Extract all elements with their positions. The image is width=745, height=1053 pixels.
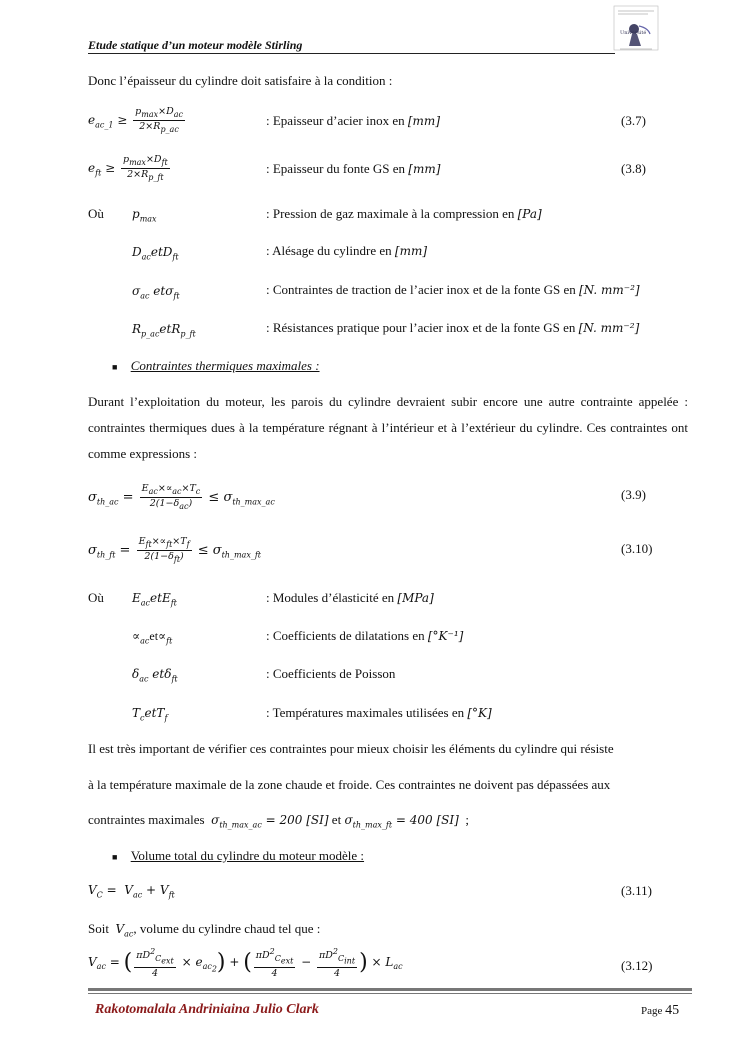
equation-3-7: $e_{ac\_1}$ ≥ $\frac{p_{max}\times D_{ac}}{2\times R_{p\_ac}}$: [88, 106, 183, 134]
bullet-icon: ■: [112, 362, 118, 372]
verify-line-3: contraintes maximales $\sigma_{th\_max\_ac} = 200$ [SI] et $\sigma_{th\_max\_ft} = 400$ [SI] ;: [88, 812, 469, 830]
eq-3-7-description: : Epaisseur d’acier inox en [mm]: [266, 113, 440, 128]
eq-3-10-number: (3.10): [621, 541, 653, 556]
def-temperature: : Températures maximales utilisées en [°K]: [266, 705, 492, 720]
eq-3-7-number: (3.7): [621, 113, 646, 128]
equation-3-8: $e_{ft}$ ≥ $\frac{p_{max}\times D_{ft}}{2\times R_{p\_ft}}$: [88, 154, 168, 182]
footer-rule-thin: [88, 993, 692, 994]
eq-3-8-description: : Epaisseur du fonte GS en [mm]: [266, 161, 441, 176]
eq-3-12-number: (3.12): [621, 958, 653, 973]
symbol-sigma-ac-ft: $\sigma_{ac}$ etσ$_{ft}$: [132, 284, 180, 301]
eq-3-11-number: (3.11): [621, 883, 652, 898]
header-rule: [88, 53, 615, 54]
verify-line-1: Il est très important de vérifier ces contraintes pour mieux choisir les éléments du cylindre qui résiste: [88, 741, 614, 756]
def-resistance: : Résistances pratique pour l’acier inox et de la fonte GS en [N. mm⁻²]: [266, 320, 640, 335]
symbol-dac-dft: $D_{ac}etD_{ft}$: [132, 245, 179, 262]
eq-3-9-number: (3.9): [621, 487, 646, 502]
symbol-pmax: $p_{max}$: [132, 207, 157, 224]
def-elasticity: : Modules d’élasticité en [MPa]: [266, 590, 434, 605]
symbol-e: $E_{ac}etE_{ft}$: [132, 591, 177, 608]
university-logo-icon: [612, 4, 660, 52]
footer-author: Rakotomalala Andriniaina Julio Clark: [95, 1002, 319, 1017]
symbol-alpha: $\propto_{ac}et\propto_{ft}$: [132, 629, 173, 646]
running-header-title: Etude statique d’un moteur modèle Stirling: [88, 38, 303, 52]
intro-text: Donc l’épaisseur du cylindre doit satisfaire à la condition :: [88, 73, 393, 88]
equation-3-11: $V_C = V_{ac} + V_{ft}$: [88, 883, 175, 900]
equation-3-10: $\sigma_{th\_ft}$ = $\frac{E_{ft}\times\propto_{ft}\times T_f}{2(1-\delta_{ft})}$ ≤ $\sigma_{th\_max\_ft}$: [88, 536, 262, 564]
soit-line: Soit $V_{ac}$, volume du cylindre chaud tel que :: [88, 921, 321, 939]
ou-label-1: Où: [88, 206, 104, 221]
symbol-rp: $R_{p\_ac}etR_{p\_ft}$: [132, 322, 196, 339]
eq-3-8-number: (3.8): [621, 161, 646, 176]
thermal-paragraph: Durant l’exploitation du moteur, les parois du cylindre devraient subir encore une autre contrainte appelée : contraintes thermiques dues à la température régnant à l’intérieur et à l’extérieur du cylindre. Ces contraintes ont comme expressions :: [88, 394, 688, 461]
equation-3-12: $V_{ac}$ = ( $\frac{\pi D^2_{C_{ext}}}{4}$ × $e_{ac_2}$) + ( $\frac{\pi D^2_{C_{ext}}}{4}$ − $\frac{\pi D^2_{C_{int}}}{4}$ ) × $L_{ac}$: [88, 947, 403, 979]
def-bore: : Alésage du cylindre en [mm]: [266, 243, 428, 258]
equation-3-9: $\sigma_{th\_ac}$ = $\frac{E_{ac}\times\propto_{ac}\times T_c}{2(1-\delta_{ac})}$ ≤ $\sigma_{th\_max\_ac}$: [88, 483, 275, 511]
footer-rule-thick: [88, 988, 692, 991]
def-traction: : Contraintes de traction de l’acier inox et de la fonte GS en [N. mm⁻²]: [266, 282, 640, 297]
def-pmax: : Pression de gaz maximale à la compression en [Pa]: [266, 206, 542, 221]
ou-label-2: Où: [88, 590, 104, 605]
symbol-t: $T_cetT_f$: [132, 706, 168, 723]
verify-line-2: à la température maximale de la zone chaude et froide. Ces contraintes ne doivent pas dépassées aux: [88, 777, 611, 792]
symbol-delta: $\delta_{ac}$ etδ$_{ft}$: [132, 667, 178, 684]
footer-page-number: Page 45: [641, 1003, 680, 1018]
def-poisson: : Coefficients de Poisson: [266, 666, 396, 681]
bullet-icon: ■: [112, 852, 118, 862]
def-dilatation: : Coefficients de dilatations en [°K⁻¹]: [266, 628, 464, 643]
section-volume-heading: ■ Volume total du cylindre du moteur modèle :: [112, 848, 365, 863]
logo-lettering: Université: [620, 30, 647, 36]
section-thermal-heading: ■ Contraintes thermiques maximales :: [112, 358, 320, 373]
